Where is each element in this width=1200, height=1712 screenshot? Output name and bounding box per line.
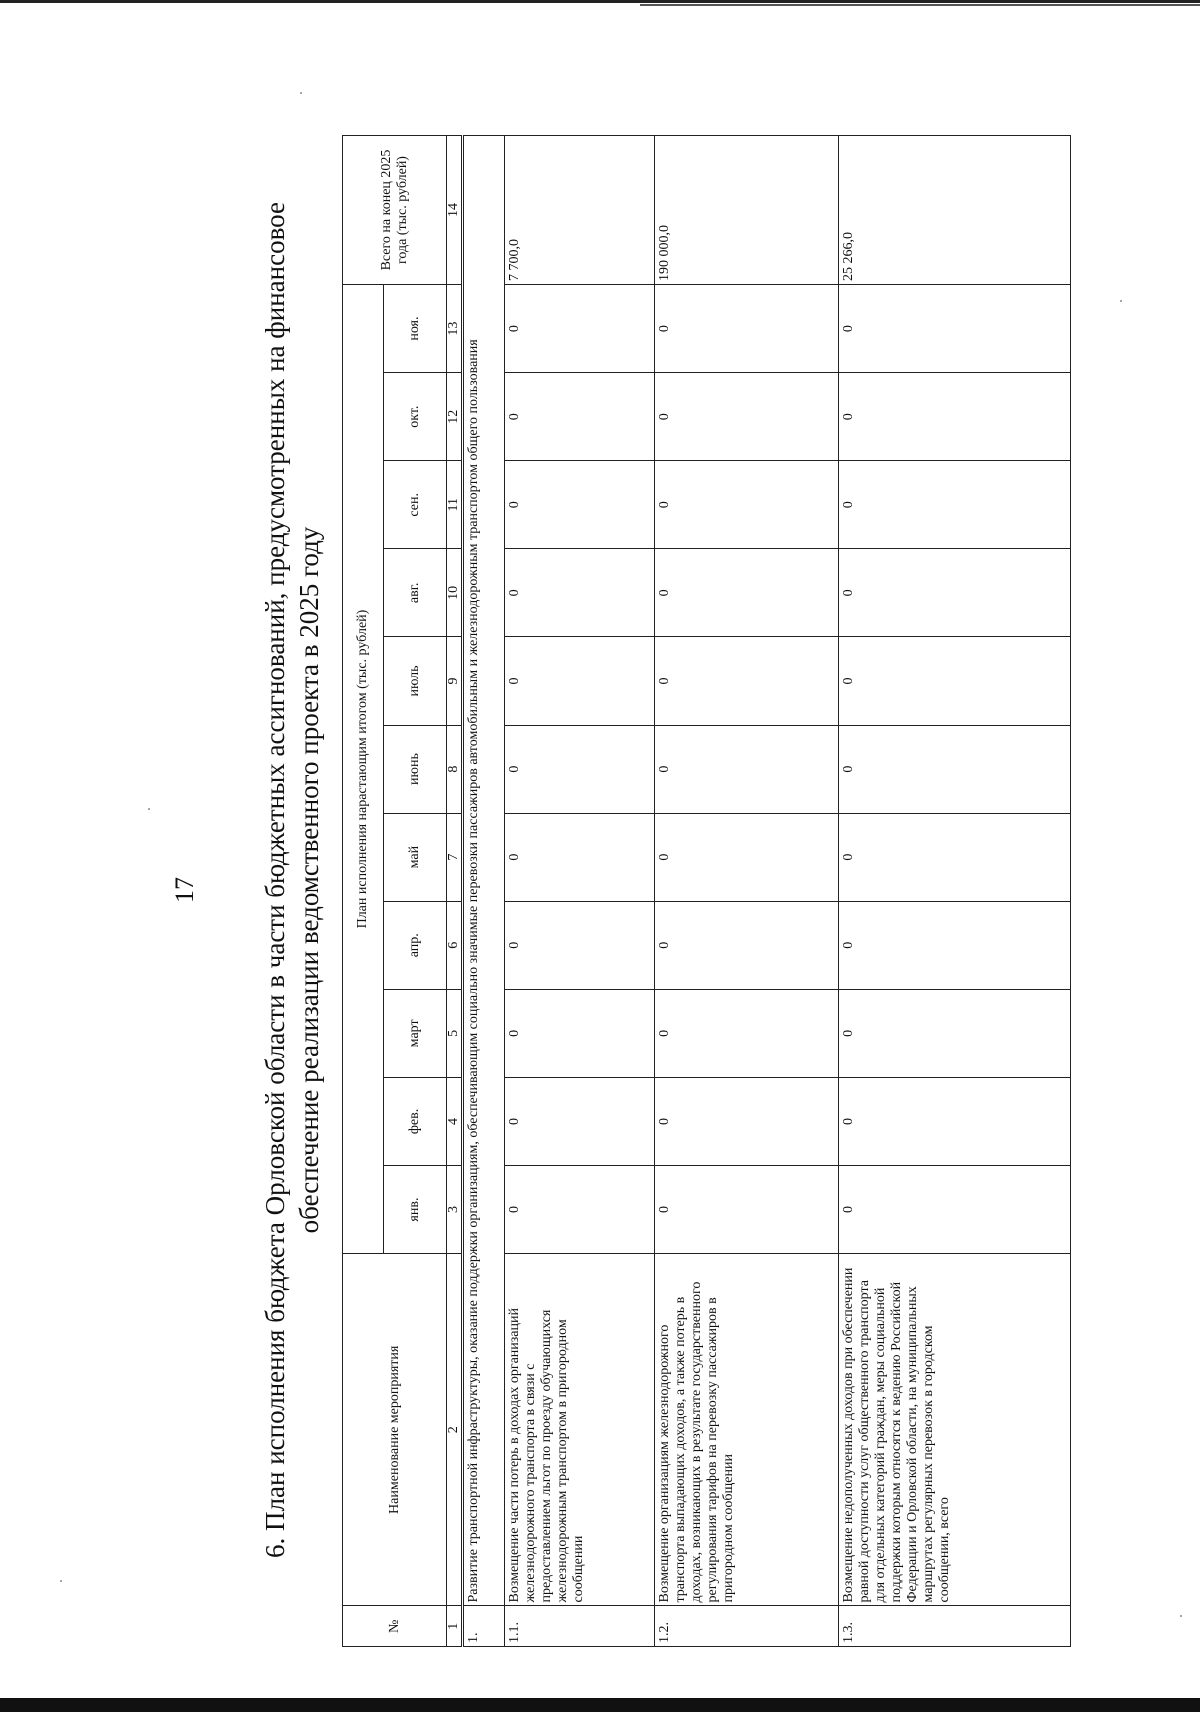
month-value: 0 — [655, 549, 839, 637]
column-number: 14 — [447, 136, 463, 285]
header-month: март — [384, 989, 447, 1077]
month-value: 0 — [505, 373, 655, 461]
month-value: 0 — [839, 989, 1071, 1077]
column-number: 3 — [447, 1165, 463, 1253]
row-number: 1.3. — [839, 1606, 1071, 1647]
header-month: фев. — [384, 1077, 447, 1165]
month-value: 0 — [505, 1077, 655, 1165]
budget-plan-table — [342, 135, 1071, 1647]
column-number: 4 — [447, 1077, 463, 1165]
month-value: 0 — [655, 1077, 839, 1165]
section-number: 1. — [463, 1606, 505, 1647]
header-name: Наименование мероприятия — [343, 1254, 447, 1606]
month-value: 0 — [839, 1077, 1071, 1165]
header-month: ноя. — [384, 285, 447, 373]
month-value: 0 — [505, 813, 655, 901]
month-value: 0 — [655, 373, 839, 461]
month-value: 0 — [505, 901, 655, 989]
column-number: 10 — [447, 549, 463, 637]
scan-speck — [60, 1580, 62, 1582]
month-value: 0 — [505, 461, 655, 549]
column-number: 2 — [447, 1254, 463, 1606]
column-number: 5 — [447, 989, 463, 1077]
title-line-2: обеспечение реализации ведомственного проекта в 2025 году — [294, 526, 324, 1234]
scan-edge-bottom — [0, 1698, 1200, 1712]
row-number: 1.1. — [505, 1606, 655, 1647]
table-row — [505, 136, 655, 1647]
month-value: 0 — [839, 1165, 1071, 1253]
scan-edge-top — [0, 0, 1200, 3]
column-number: 7 — [447, 813, 463, 901]
month-value: 0 — [839, 637, 1071, 725]
month-value: 0 — [505, 725, 655, 813]
column-number-row — [447, 136, 463, 1647]
month-value: 0 — [655, 1165, 839, 1253]
title-line-1: 6. План исполнения бюджета Орловской области в части бюджетных ассигнований, предусмотренных на финансовое — [260, 202, 290, 1558]
scan-speck — [148, 808, 150, 810]
header-num: № — [343, 1606, 447, 1647]
month-value: 0 — [839, 813, 1071, 901]
header-plan: План исполнения нарастающим итогом (тыс. рублей) — [343, 285, 384, 1254]
table-row — [839, 136, 1071, 1647]
column-number: 9 — [447, 637, 463, 725]
month-value: 0 — [505, 549, 655, 637]
rotated-page — [170, 110, 1180, 1670]
header-month: июль — [384, 637, 447, 725]
section-title: Развитие транспортной инфраструктуры, оказание поддержки организациям, обеспечивающим социально значимые перевозки пассажиров автомобильным и железнодорожным транспортом общего пользования — [463, 136, 505, 1607]
month-value: 0 — [839, 285, 1071, 373]
month-value: 0 — [839, 725, 1071, 813]
document-title — [258, 130, 326, 1630]
column-number: 11 — [447, 461, 463, 549]
column-number: 8 — [447, 725, 463, 813]
month-value: 0 — [839, 901, 1071, 989]
month-value: 0 — [655, 285, 839, 373]
column-number: 1 — [447, 1606, 463, 1647]
header-month: апр. — [384, 901, 447, 989]
scan-speck — [1180, 1615, 1182, 1617]
month-value: 0 — [839, 549, 1071, 637]
header-month: янв. — [384, 1165, 447, 1253]
month-value: 0 — [655, 813, 839, 901]
section-row — [463, 136, 505, 1647]
row-number: 1.2. — [655, 1606, 839, 1647]
month-value: 0 — [839, 461, 1071, 549]
table-row — [655, 136, 839, 1647]
month-value: 0 — [655, 989, 839, 1077]
row-name: Возмещение части потерь в доходах организаций железнодорожного транспорта в связи с предоставлением льгот по проезду обучающихся железнодорожным транспортом в пригородном сообщении — [505, 1254, 655, 1606]
row-total: 190 000,0 — [655, 136, 839, 285]
month-value: 0 — [655, 637, 839, 725]
row-total: 7 700,0 — [505, 136, 655, 285]
header-month: окт. — [384, 373, 447, 461]
column-number: 12 — [447, 373, 463, 461]
header-row — [343, 136, 384, 1647]
header-month: сен. — [384, 461, 447, 549]
month-value: 0 — [839, 373, 1071, 461]
month-value: 0 — [505, 989, 655, 1077]
column-number: 13 — [447, 285, 463, 373]
column-number: 6 — [447, 901, 463, 989]
month-value: 0 — [505, 1165, 655, 1253]
row-name: Возмещение недополученных доходов при обеспечении равной доступности услуг общественного транспорта для отдельных категорий граждан, меры социальной поддержки которым относятся к ведению Российской Федерации и Орловской области, на муниципальных маршрутах регулярных перевозок в городском сообщении, всего — [839, 1254, 1071, 1606]
month-value: 0 — [505, 637, 655, 725]
header-month: июнь — [384, 725, 447, 813]
header-month: авг. — [384, 549, 447, 637]
scan-speck — [300, 92, 302, 94]
scan-edge-top-line — [640, 4, 1200, 6]
month-value: 0 — [655, 461, 839, 549]
month-value: 0 — [655, 901, 839, 989]
page-number: 17 — [170, 877, 199, 903]
month-value: 0 — [505, 285, 655, 373]
row-total: 25 266,0 — [839, 136, 1071, 285]
row-name: Возмещение организациям железнодорожного транспорта выпадающих доходов, а также потерь в доходах, возникающих в результате государственного регулирования тарифов на перевозку пассажиров в пригородном сообщении — [655, 1254, 839, 1606]
header-month: май — [384, 813, 447, 901]
month-value: 0 — [655, 725, 839, 813]
header-total: Всего на конец 2025 года (тыс. рублей) — [343, 136, 447, 285]
